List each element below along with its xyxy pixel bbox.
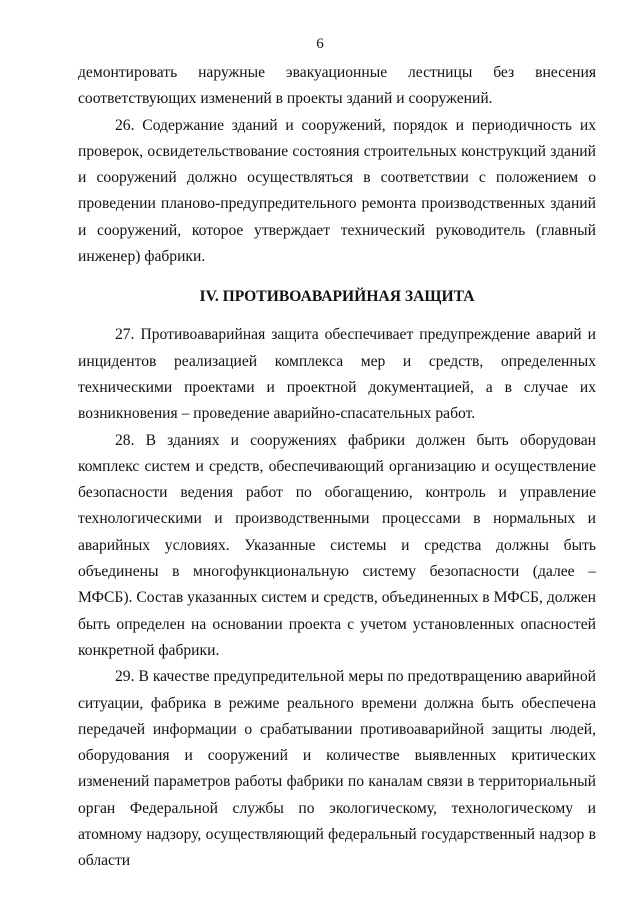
document-body [78,60,596,875]
paragraph-27: 27. Противоаварийная защита обеспечивает предупреждение аварий и инцидентов реализацией комплекса мер и средств, определенных техническими проектами и проектной документацией, а в случае их возникновения – проведение аварийно-спасательных работ. [78,326,596,423]
paragraph-continuation: демонтировать наружные эвакуационные лестницы без внесения соответствующих изменений в проекты зданий и сооружений. [78,64,596,108]
paragraph-26: 26. Содержание зданий и сооружений, порядок и периодичность их проверок, освидетельствование состояния строительных конструкций зданий и сооружений должно осуществляться в соответствии с положением о проведении планово-предупредительного ремонта производственных зданий и сооружений, которое утверждает технический руководитель (главный инженер) фабрики. [78,116,596,266]
page-number: 6 [316,36,324,52]
section-heading: IV. ПРОТИВОАВАРИЙНАЯ ЗАЩИТА [199,288,475,306]
paragraph-28: 28. В зданиях и сооружениях фабрики должен быть оборудован комплекс систем и средств, обеспечивающий организацию и осуществление безопасности ведения работ по обогащению, контроль и управление технологическими и производственными процессами в нормальных и аварийных условиях. Указанные системы и средства должны быть объединены в многофункциональную систему безопасности (далее – МФСБ). Состав указанных систем и средств, объединенных в МФСБ, должен быть определен на основании проекта с учетом установленных опасностей конкретной фабрики. [78,431,596,659]
paragraph-29: 29. В качестве предупредительной меры по предотвращению аварийной ситуации, фабрика в режиме реального времени должна быть обеспечена передачей информации о срабатывании противоаварийной защиты людей, оборудования и сооружений и количестве выявленных критических изменений параметров работы фабрики по каналам связи в территориальный орган Федеральной службы по экологическому, технологическому и атомному надзору, осуществляющий федеральный государственный надзор в области [78,668,596,870]
